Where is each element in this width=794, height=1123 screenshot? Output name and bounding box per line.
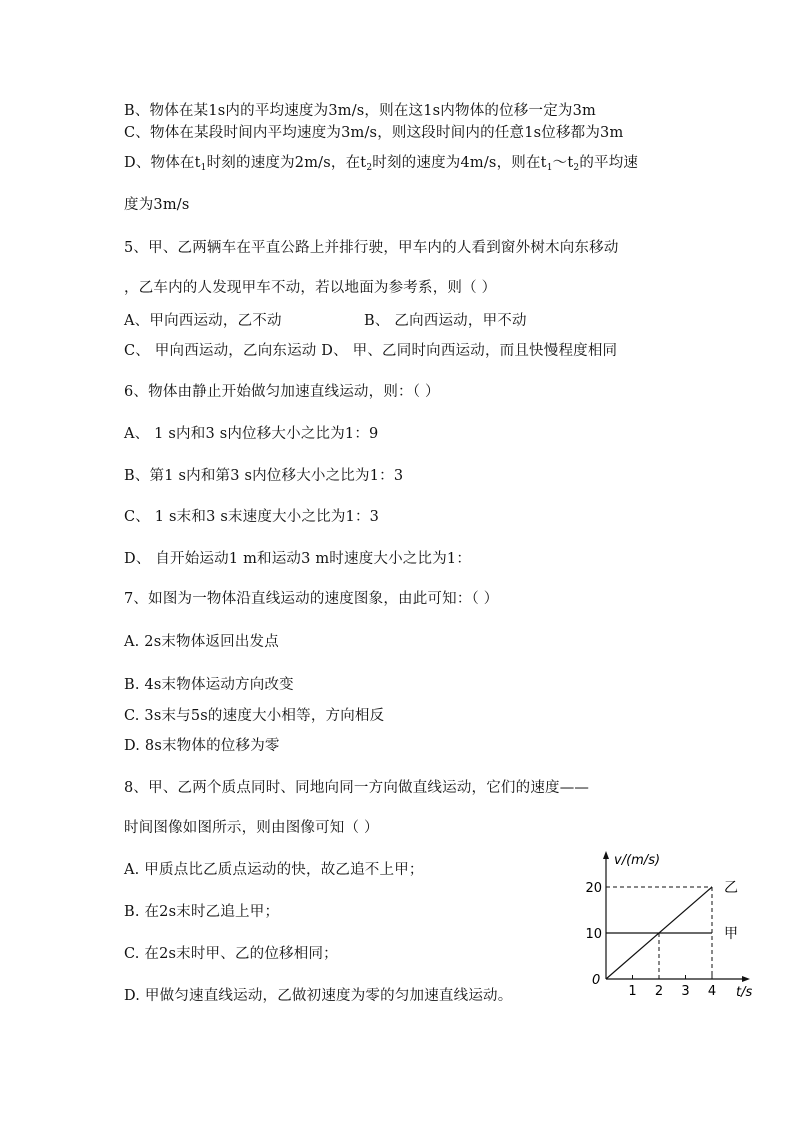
subscript-3: 1 — [546, 163, 553, 173]
q8-option-a: A. 甲质点比乙质点运动的快，故乙追不上甲； — [124, 862, 424, 878]
q5-options-ab — [124, 312, 527, 330]
y-axis-label: v/(m/s) — [614, 853, 661, 868]
q4d-text-b: 时刻的速度为2m/s，在t — [206, 155, 367, 171]
q7-option-c: C. 3s末与5s的速度大小相等，方向相反 — [124, 708, 385, 724]
y-tick-label-20: 20 — [585, 881, 602, 896]
q5-option-a: A、甲向西运动，乙不动 — [124, 313, 282, 329]
origin-label: 0 — [592, 973, 601, 988]
q8-stem-cont: 时间图像如图所示，则由图像可知（ ） — [124, 820, 379, 836]
q7-option-d: D. 8s末物体的位移为零 — [124, 738, 280, 754]
q6-option-a: A、 1 s内和3 s内位移大小之比为1：9 — [124, 426, 379, 442]
q5-stem-cont: ，乙车内的人发现甲车不动，若以地面为参考系，则（ ） — [124, 280, 497, 296]
q4-option-d — [124, 154, 638, 172]
x-tick-label-4: 4 — [707, 984, 717, 999]
series-jia-label: 甲 — [724, 926, 738, 942]
x-tick-label-1: 1 — [628, 984, 637, 999]
x-tick-label-2: 2 — [654, 984, 664, 999]
q4d-text-e: 的平均速 — [579, 155, 639, 171]
q8-option-c: C. 在2s末时甲、乙的位移相同； — [124, 946, 338, 962]
y-axis-arrow — [603, 851, 609, 859]
q8-option-d: D. 甲做匀速直线运动，乙做初速度为零的匀加速直线运动。 — [124, 988, 513, 1004]
q6-stem: 6、物体由静止开始做匀加速直线运动，则：（ ） — [124, 384, 440, 400]
subscript-2: 2 — [366, 163, 373, 173]
q5-options-cd: C、 甲向西运动，乙向东运动 D、 甲、乙同时向西运动，而且快慢程度相同 — [124, 343, 618, 359]
subscript-1: 1 — [200, 163, 207, 173]
q8-stem: 8、甲、乙两个质点同时、同地向同一方向做直线运动，它们的速度—— — [124, 780, 590, 796]
q4d-text-a: D、物体在t — [124, 155, 201, 171]
q6-option-c: C、 1 s末和3 s末速度大小之比为1：3 — [124, 509, 380, 525]
q7-option-b: B. 4s末物体运动方向改变 — [124, 677, 294, 693]
velocity-time-graph — [584, 848, 760, 1000]
q4d-text-c: 时刻的速度为4m/s，则在t — [372, 155, 547, 171]
x-axis-label: t/s — [736, 985, 753, 1000]
q6-option-b: B、第1 s内和第3 s内位移大小之比为1：3 — [124, 468, 404, 484]
subscript-4: 2 — [573, 163, 580, 173]
y-tick-label-10: 10 — [585, 927, 602, 942]
q4-option-d-cont: 度为3m/s — [124, 197, 190, 213]
x-axis-arrow — [742, 976, 750, 982]
q4-option-c: C、物体在某段时间内平均速度为3m/s，则这段时间内的任意1s位移都为3m — [124, 125, 624, 141]
q8-option-b: B. 在2s末时乙追上甲； — [124, 904, 280, 920]
x-tick-label-3: 3 — [681, 984, 690, 999]
q5-stem: 5、甲、乙两辆车在平直公路上并排行驶，甲车内的人看到窗外树木向东移动 — [124, 240, 619, 256]
q5-option-b: B、 乙向西运动，甲不动 — [364, 313, 527, 329]
q6-option-d: D、 自开始运动1 m和运动3 m时速度大小之比为1： — [124, 551, 472, 567]
q4-option-b: B、物体在某1s内的平均速度为3m/s，则在这1s内物体的位移一定为3m — [124, 103, 596, 119]
series-yi-label: 乙 — [724, 880, 738, 896]
q4d-text-d: ～t — [552, 155, 574, 171]
q7-stem: 7、如图为一物体沿直线运动的速度图象，由此可知：（ ） — [124, 591, 499, 607]
q7-option-a: A. 2s末物体返回出发点 — [124, 634, 279, 650]
